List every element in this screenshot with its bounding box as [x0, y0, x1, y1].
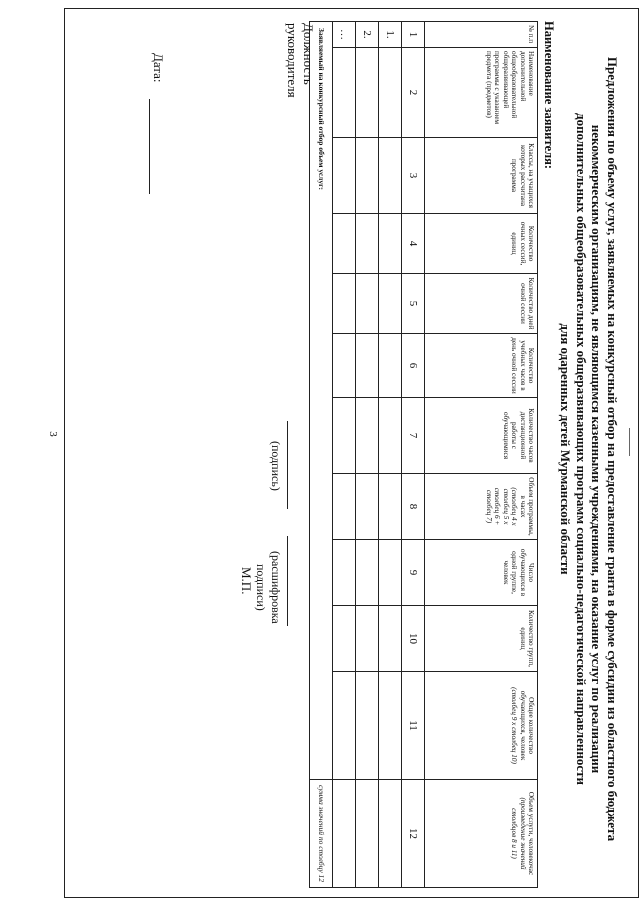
column-number-cell: 8 [402, 474, 425, 540]
header-text-service-volume: Объем услуги, человекочас [527, 791, 535, 876]
row-number-cell: 2. [356, 22, 379, 48]
header-cell-sessions: Количество очных сессий, единиц [425, 214, 538, 274]
column-number-row [402, 22, 425, 888]
rotated-form-frame [64, 8, 639, 898]
empty-cell[interactable] [379, 540, 402, 606]
empty-cell[interactable] [356, 780, 379, 888]
empty-cell[interactable] [356, 474, 379, 540]
header-cell-total-students [425, 672, 538, 780]
empty-cell[interactable] [356, 540, 379, 606]
empty-cell[interactable] [333, 606, 356, 672]
empty-cell[interactable] [333, 672, 356, 780]
title-line-2: некоммерческим организациям, не являющимся казенными учреждениями, на оказание услуг по реализации [589, 124, 605, 774]
empty-cell[interactable] [356, 398, 379, 474]
header-note-col8: (столбец 4 х столбец 5 х столбец 6 + столбец 7) [484, 487, 519, 526]
header-cell-session-days: Количество дней очной сессии [425, 274, 538, 334]
empty-cell[interactable] [356, 138, 379, 214]
column-number-cell: 3 [402, 138, 425, 214]
empty-cell[interactable] [333, 214, 356, 274]
header-text-program-volume: Объем программы, в часах [518, 477, 535, 536]
column-number-cell: 10 [402, 606, 425, 672]
empty-cell[interactable] [356, 48, 379, 138]
table-row [333, 22, 356, 888]
services-table [309, 21, 538, 888]
date-label: Дата: [151, 53, 166, 83]
signature-position [284, 23, 316, 98]
column-number-cell: 2 [402, 48, 425, 138]
empty-cell[interactable] [379, 474, 402, 540]
table-row [356, 22, 379, 888]
header-text-total-students: Общее количество обучающихся, человек [518, 690, 535, 761]
empty-cell[interactable] [333, 398, 356, 474]
empty-cell[interactable] [333, 780, 356, 888]
empty-cell[interactable] [333, 138, 356, 214]
signature-caption: (подпись) [269, 441, 283, 491]
form-title [558, 29, 620, 869]
header-cell-program-volume [425, 474, 538, 540]
empty-cell[interactable] [356, 214, 379, 274]
date-line [149, 99, 150, 194]
row-number-cell: … [333, 22, 356, 48]
total-note: сумма значений по столбцу 12 [310, 780, 333, 888]
empty-cell[interactable] [379, 606, 402, 672]
empty-cell[interactable] [333, 540, 356, 606]
header-cell-group-count: Количество групп, единиц [425, 606, 538, 672]
total-row [310, 22, 333, 888]
header-cell-classes: Классы, на учащихся которых рассчитана программа [425, 138, 538, 214]
stamp-place: М.П. [239, 567, 254, 595]
title-line-3: дополнительных общеобразовательных общеразвивающих программ социально-педагогической направленности [574, 113, 589, 785]
row-number-cell: 1. [379, 22, 402, 48]
title-line-1: Предложения по объему услуг, заявляемых на конкурсный отбор на предоставление гранта в форме субсидии из областного бюджета [605, 56, 620, 842]
column-number-cell: 12 [402, 780, 425, 888]
header-note-col12: (произведение значений столбцов 8 и 11) [510, 797, 527, 870]
header-cell-distance-hours: Количество часов дистанционной работы с обучающимися [425, 398, 538, 474]
header-note-col11: (столбец 9 х столбец 10) [510, 687, 519, 764]
signature-line [287, 421, 288, 509]
column-number-cell: 6 [402, 334, 425, 398]
total-label: Заявляемый на конкурсный отбор объем услуг: [310, 22, 333, 780]
column-number-cell: 5 [402, 274, 425, 334]
page-number: 3 [47, 431, 59, 437]
empty-cell[interactable] [333, 474, 356, 540]
column-number-cell: 9 [402, 540, 425, 606]
empty-cell[interactable] [356, 274, 379, 334]
empty-cell[interactable] [356, 606, 379, 672]
empty-cell[interactable] [379, 334, 402, 398]
column-number-cell: 7 [402, 398, 425, 474]
decode-caption [253, 551, 283, 624]
decode-line [287, 536, 288, 626]
applicant-label: Наименование заявителя: [542, 21, 556, 170]
empty-cell[interactable] [379, 138, 402, 214]
empty-cell[interactable] [356, 334, 379, 398]
column-number-cell: 11 [402, 672, 425, 780]
empty-cell[interactable] [379, 672, 402, 780]
table-row [379, 22, 402, 888]
empty-cell[interactable] [333, 274, 356, 334]
column-number-cell: 4 [402, 214, 425, 274]
rotated-form-content [63, 9, 638, 899]
header-cell-number: № п.п [425, 22, 538, 48]
empty-cell[interactable] [379, 214, 402, 274]
empty-cell[interactable] [356, 672, 379, 780]
position-line-2: руководителя [285, 23, 300, 98]
empty-cell[interactable] [379, 780, 402, 888]
decode-caption-line-2: подписи) [254, 563, 268, 611]
empty-cell[interactable] [379, 398, 402, 474]
empty-cell[interactable] [333, 334, 356, 398]
empty-cell[interactable] [379, 274, 402, 334]
position-line-1: Должность [301, 23, 316, 85]
empty-cell[interactable] [379, 48, 402, 138]
header-cell-service-volume [425, 780, 538, 888]
decode-caption-line-1: (расшифровка [269, 551, 283, 624]
header-cell-group-size: Число обучающихся в одной группе, человек [425, 540, 538, 606]
header-cell-program-name: Наименование дополнительной общеобразовательной общеразвивающей программы с указанием предмета (предметов) [425, 48, 538, 138]
scan-edge-mark [629, 428, 630, 456]
empty-cell[interactable] [333, 48, 356, 138]
column-number-cell: 1 [402, 22, 425, 48]
header-cell-hours-per-day: Количество учебных часов в день очной сессии [425, 334, 538, 398]
title-line-4: для одаренных детей Мурманской области [558, 323, 574, 575]
table-header-row [425, 22, 538, 888]
